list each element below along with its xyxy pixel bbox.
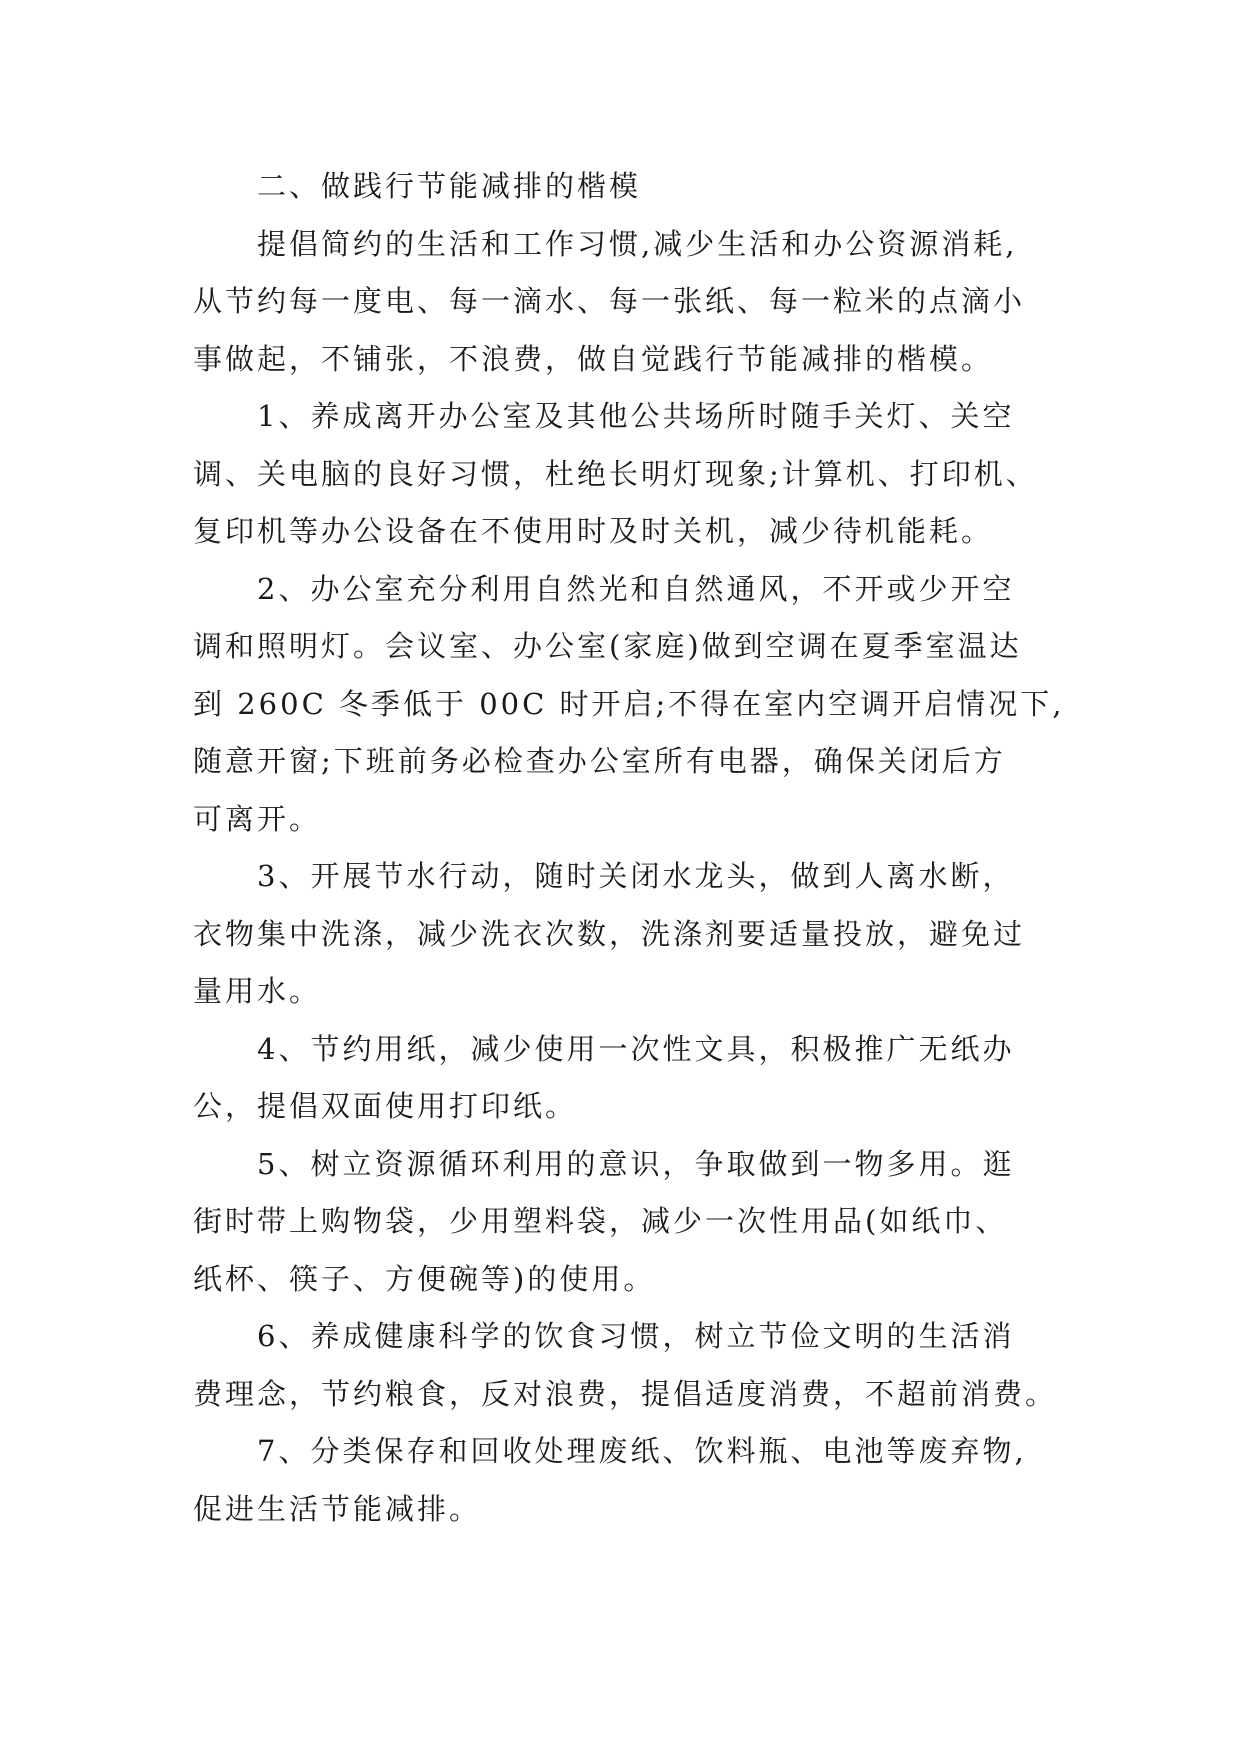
paragraph-item-6: [193, 1308, 1073, 1423]
text-line: 到 260C 冬季低于 00C 时开启;不得在室内空调开启情况下,: [193, 686, 1065, 721]
text-line: 7、分类保存和回收处理废纸、饮料瓶、电池等废弃物,: [257, 1434, 1027, 1468]
text-line: 5、树立资源循环利用的意识，争取做到一物多用。逛: [257, 1146, 1015, 1181]
text-line: 纸杯、筷子、方便碗等)的使用。: [193, 1261, 656, 1296]
text-line: 提倡简约的生活和工作习惯,减少生活和办公资源消耗,: [257, 226, 1018, 261]
paragraph-item-4: [193, 1021, 1073, 1136]
section-heading: [193, 158, 1073, 216]
text-line: 促进生活节能减排。: [193, 1491, 482, 1526]
text-line: 量用水。: [193, 974, 322, 1008]
paragraph-intro: [193, 216, 1073, 389]
text-line: 事做起，不铺张，不浪费，做自觉践行节能减排的楷模。: [193, 341, 994, 376]
text-line: 4、节约用纸，减少使用一次性文具，积极推广无纸办: [257, 1031, 1015, 1066]
text-line: 从节约每一度电、每一滴水、每一张纸、每一粒米的点滴小: [193, 284, 1026, 318]
heading-text: 二、做践行节能减排的楷模: [257, 169, 642, 203]
document-body: [193, 158, 1073, 1538]
text-line: 6、养成健康科学的饮食习惯，树立节俭文明的生活消: [257, 1319, 1015, 1353]
paragraph-item-1: [193, 388, 1073, 561]
text-line: 调、关电脑的良好习惯，杜绝长明灯现象;计算机、打印机、: [193, 456, 1038, 491]
text-line: 随意开窗;下班前务必检查办公室所有电器，确保关闭后方: [193, 744, 1006, 778]
text-line: 街时带上购物袋，少用塑料袋，减少一次性用品(如纸巾、: [193, 1204, 1008, 1238]
text-line: 2、办公室充分利用自然光和自然通风，不开或少开空: [257, 571, 1015, 606]
text-line: 公，提倡双面使用打印纸。: [193, 1089, 578, 1123]
text-line: 费理念，节约粮食，反对浪费，提倡适度消费，不超前消费。: [193, 1376, 1058, 1411]
paragraph-item-7: [193, 1423, 1073, 1538]
text-line: 3、开展节水行动，随时关闭水龙头，做到人离水断，: [257, 859, 1015, 893]
text-line: 调和照明灯。会议室、办公室(家庭)做到空调在夏季室温达: [193, 629, 1022, 663]
text-line: 复印机等办公设备在不使用时及时关机，减少待机能耗。: [193, 514, 994, 548]
paragraph-item-2: [193, 561, 1073, 849]
text-line: 可离开。: [193, 801, 322, 836]
text-line: 1、养成离开办公室及其他公共场所时随手关灯、关空: [257, 399, 1015, 433]
paragraph-item-3: [193, 848, 1073, 1021]
paragraph-item-5: [193, 1136, 1073, 1309]
text-line: 衣物集中洗涤，减少洗衣次数，洗涤剂要适量投放，避免过: [193, 916, 1026, 951]
